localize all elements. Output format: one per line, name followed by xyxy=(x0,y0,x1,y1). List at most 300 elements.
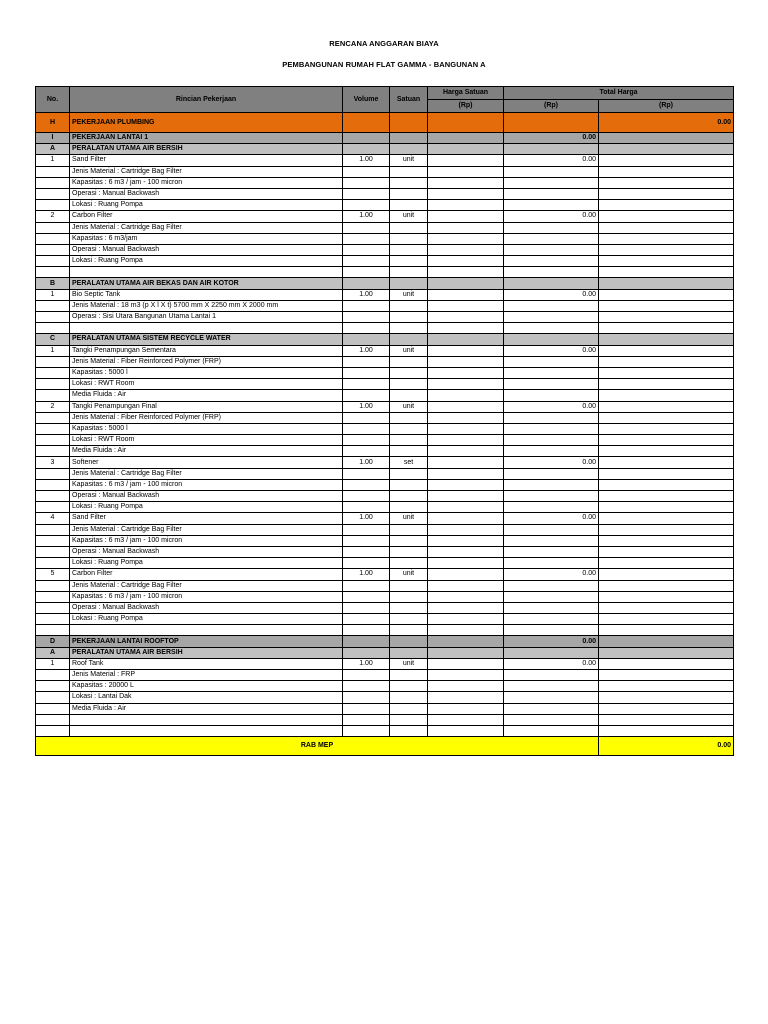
table-row xyxy=(36,323,734,334)
cell-no xyxy=(36,491,70,502)
cell-rincian: PEKERJAAN LANTAI 1 xyxy=(70,133,343,144)
table-row xyxy=(36,502,734,513)
cell-satuan xyxy=(390,367,428,378)
cell-no xyxy=(36,166,70,177)
cell-volume xyxy=(343,614,390,625)
cell-volume: 1.00 xyxy=(343,289,390,300)
cell-satuan: unit xyxy=(390,569,428,580)
cell-volume xyxy=(343,558,390,569)
cell-satuan xyxy=(390,636,428,647)
cell-no: 5 xyxy=(36,569,70,580)
cell-no xyxy=(36,535,70,546)
cell-total-harga xyxy=(504,558,599,569)
table-row xyxy=(36,222,734,233)
cell-no xyxy=(36,468,70,479)
cell-rincian: Softener xyxy=(70,457,343,468)
table-row xyxy=(36,479,734,490)
cell-total xyxy=(599,356,734,367)
budget-table xyxy=(35,86,734,756)
cell-satuan xyxy=(390,491,428,502)
cell-satuan xyxy=(390,133,428,144)
cell-rincian: Tangki Penampungan Sementara xyxy=(70,345,343,356)
cell-satuan: unit xyxy=(390,401,428,412)
cell-total-harga xyxy=(504,491,599,502)
cell-rincian: Media Fluida : Air xyxy=(70,703,343,714)
table-row xyxy=(36,177,734,188)
table-row xyxy=(36,390,734,401)
table-row xyxy=(36,166,734,177)
cell-volume xyxy=(343,502,390,513)
cell-total xyxy=(599,457,734,468)
cell-total-harga xyxy=(504,356,599,367)
header-no: No. xyxy=(36,87,70,113)
cell-harga-satuan xyxy=(428,614,504,625)
cell-satuan xyxy=(390,524,428,535)
cell-total xyxy=(599,558,734,569)
cell-no xyxy=(36,323,70,334)
cell-satuan xyxy=(390,558,428,569)
cell-rincian: Kapasitas : 6 m3 / jam - 100 micron xyxy=(70,535,343,546)
table-row xyxy=(36,200,734,211)
cell-rincian: Jenis Material : Cartridge Bag Filter xyxy=(70,468,343,479)
cell-total xyxy=(599,200,734,211)
cell-volume xyxy=(343,200,390,211)
table-row xyxy=(36,535,734,546)
cell-rincian: Kapasitas : 6 m3 / jam - 100 micron xyxy=(70,591,343,602)
cell-volume xyxy=(343,446,390,457)
cell-satuan xyxy=(390,390,428,401)
cell-volume xyxy=(343,479,390,490)
cell-total-harga xyxy=(504,614,599,625)
document-title: RENCANA ANGGARAN BIAYA xyxy=(329,39,439,48)
cell-total xyxy=(599,569,734,580)
cell-total-harga xyxy=(504,300,599,311)
cell-rincian: Bio Septic Tank xyxy=(70,289,343,300)
cell-no xyxy=(36,300,70,311)
cell-rincian: PERALATAN UTAMA AIR BERSIH xyxy=(70,647,343,658)
cell-total-harga xyxy=(504,233,599,244)
cell-total xyxy=(599,681,734,692)
table-row xyxy=(36,457,734,468)
cell-rincian: Jenis Material : Cartridge Bag Filter xyxy=(70,166,343,177)
cell-no xyxy=(36,591,70,602)
cell-no xyxy=(36,524,70,535)
cell-satuan xyxy=(390,379,428,390)
group-row xyxy=(36,334,734,345)
cell-volume: 1.00 xyxy=(343,401,390,412)
cell-total-harga xyxy=(504,591,599,602)
cell-volume: 1.00 xyxy=(343,513,390,524)
cell-rincian: Kapasitas : 6 m3 / jam - 100 micron xyxy=(70,479,343,490)
document-subtitle: PEMBANGUNAN RUMAH FLAT GAMMA - BANGUNAN A xyxy=(282,60,486,69)
cell-total xyxy=(599,390,734,401)
cell-harga-satuan xyxy=(428,133,504,144)
cell-harga-satuan xyxy=(428,367,504,378)
table-row xyxy=(36,188,734,199)
table-row xyxy=(36,312,734,323)
cell-total-harga: 0.00 xyxy=(504,211,599,222)
table-row xyxy=(36,692,734,703)
cell-no: D xyxy=(36,636,70,647)
cell-total xyxy=(599,345,734,356)
table-row xyxy=(36,546,734,557)
cell-rincian: Operasi : Sisi Utara Bangunan Utama Lantai 1 xyxy=(70,312,343,323)
cell-no: 2 xyxy=(36,211,70,222)
cell-rincian: Carbon Filter xyxy=(70,569,343,580)
cell-no xyxy=(36,423,70,434)
cell-rincian xyxy=(70,323,343,334)
cell-volume xyxy=(343,244,390,255)
cell-harga-satuan xyxy=(428,591,504,602)
cell-satuan xyxy=(390,625,428,636)
cell-volume xyxy=(343,602,390,613)
table-row xyxy=(36,513,734,524)
cell-volume xyxy=(343,300,390,311)
cell-total-harga xyxy=(504,334,599,345)
header-satuan: Satuan xyxy=(390,87,428,113)
total-value: 0.00 xyxy=(599,737,734,756)
cell-total xyxy=(599,278,734,289)
cell-harga-satuan xyxy=(428,513,504,524)
cell-satuan xyxy=(390,166,428,177)
cell-no xyxy=(36,233,70,244)
cell-no: A xyxy=(36,144,70,155)
table-row xyxy=(36,703,734,714)
cell-total xyxy=(599,524,734,535)
cell-total xyxy=(599,267,734,278)
cell-satuan xyxy=(390,356,428,367)
cell-volume: 1.00 xyxy=(343,345,390,356)
cell-total-harga xyxy=(504,468,599,479)
cell-total-harga xyxy=(504,256,599,267)
cell-satuan: unit xyxy=(390,211,428,222)
cell-total xyxy=(599,535,734,546)
cell-total xyxy=(599,714,734,725)
cell-volume xyxy=(343,256,390,267)
cell-total-harga xyxy=(504,535,599,546)
cell-satuan xyxy=(390,267,428,278)
cell-harga-satuan xyxy=(428,222,504,233)
cell-harga-satuan xyxy=(428,658,504,669)
cell-volume xyxy=(343,703,390,714)
table-header-row xyxy=(36,87,734,100)
cell-no: 1 xyxy=(36,658,70,669)
header-rp: (Rp) xyxy=(599,100,734,113)
cell-volume xyxy=(343,524,390,535)
cell-volume xyxy=(343,379,390,390)
cell-harga-satuan xyxy=(428,468,504,479)
cell-harga-satuan xyxy=(428,692,504,703)
table-row xyxy=(36,670,734,681)
section-total: 0.00 xyxy=(599,113,734,133)
cell-no xyxy=(36,502,70,513)
cell-harga-satuan xyxy=(428,379,504,390)
cell-no xyxy=(36,580,70,591)
cell-satuan xyxy=(390,412,428,423)
cell-rincian: Sand Filter xyxy=(70,155,343,166)
cell-total xyxy=(599,323,734,334)
table-row xyxy=(36,558,734,569)
cell-no xyxy=(36,312,70,323)
cell-rincian: Lokasi : Ruang Pompa xyxy=(70,558,343,569)
cell-total-harga xyxy=(504,670,599,681)
cell-volume: 1.00 xyxy=(343,658,390,669)
cell-rincian: Lokasi : Ruang Pompa xyxy=(70,614,343,625)
cell-total-harga xyxy=(504,222,599,233)
cell-rincian: Kapasitas : 5000 l xyxy=(70,367,343,378)
cell-no: 1 xyxy=(36,345,70,356)
cell-rincian: Operasi : Manual Backwash xyxy=(70,491,343,502)
cell-total xyxy=(599,513,734,524)
cell-volume xyxy=(343,323,390,334)
cell-satuan xyxy=(390,423,428,434)
cell-harga-satuan xyxy=(428,188,504,199)
cell-total xyxy=(599,166,734,177)
cell-no: 3 xyxy=(36,457,70,468)
cell-satuan xyxy=(390,312,428,323)
cell-rincian: Lokasi : RWT Room xyxy=(70,435,343,446)
cell-total-harga xyxy=(504,367,599,378)
cell-volume xyxy=(343,166,390,177)
cell-total-harga xyxy=(504,267,599,278)
cell-no xyxy=(36,435,70,446)
cell-volume xyxy=(343,681,390,692)
cell-total xyxy=(599,423,734,434)
cell-total-harga xyxy=(504,714,599,725)
cell-total xyxy=(599,312,734,323)
cell-harga-satuan xyxy=(428,558,504,569)
cell-harga-satuan xyxy=(428,200,504,211)
cell-no xyxy=(36,367,70,378)
cell-volume xyxy=(343,491,390,502)
cell-harga-satuan xyxy=(428,535,504,546)
cell-total xyxy=(599,256,734,267)
cell-satuan: unit xyxy=(390,155,428,166)
cell-harga-satuan xyxy=(428,423,504,434)
cell-total-harga: 0.00 xyxy=(504,636,599,647)
cell-rincian: Lokasi : Ruang Pompa xyxy=(70,256,343,267)
cell-total-harga: 0.00 xyxy=(504,401,599,412)
cell-harga-satuan xyxy=(428,390,504,401)
cell-satuan xyxy=(390,580,428,591)
table-row xyxy=(36,356,734,367)
cell-total xyxy=(599,144,734,155)
cell-total-harga xyxy=(504,166,599,177)
cell-satuan xyxy=(390,300,428,311)
section-label: PEKERJAAN PLUMBING xyxy=(70,113,343,133)
cell-harga-satuan xyxy=(428,166,504,177)
table-row xyxy=(36,267,734,278)
cell-harga-satuan xyxy=(428,625,504,636)
cell-harga-satuan xyxy=(428,546,504,557)
cell-volume xyxy=(343,636,390,647)
header-volume: Volume xyxy=(343,87,390,113)
cell-volume xyxy=(343,714,390,725)
cell-total xyxy=(599,379,734,390)
cell-no: 4 xyxy=(36,513,70,524)
cell-satuan xyxy=(390,222,428,233)
table-row xyxy=(36,379,734,390)
cell-total-harga xyxy=(504,379,599,390)
cell-harga-satuan xyxy=(428,580,504,591)
cell-satuan xyxy=(390,681,428,692)
cell-volume xyxy=(343,356,390,367)
cell-volume: 1.00 xyxy=(343,569,390,580)
cell-harga-satuan xyxy=(428,177,504,188)
cell-total xyxy=(599,435,734,446)
subsection-row xyxy=(36,636,734,647)
cell-harga-satuan xyxy=(428,412,504,423)
cell-volume xyxy=(343,144,390,155)
cell-no xyxy=(36,703,70,714)
cell-rincian: Kapasitas : 20000 L xyxy=(70,681,343,692)
cell-total-harga: 0.00 xyxy=(504,345,599,356)
cell-volume xyxy=(343,692,390,703)
cell-no xyxy=(36,692,70,703)
table-row xyxy=(36,256,734,267)
cell-volume xyxy=(343,278,390,289)
cell-no: A xyxy=(36,647,70,658)
cell-satuan xyxy=(390,602,428,613)
cell-total-harga xyxy=(504,725,599,736)
cell-rincian: Operasi : Manual Backwash xyxy=(70,602,343,613)
cell-total-harga xyxy=(504,446,599,457)
cell-volume xyxy=(343,580,390,591)
cell-total-harga xyxy=(504,323,599,334)
cell-no xyxy=(36,670,70,681)
cell-no: I xyxy=(36,133,70,144)
cell-total-harga xyxy=(504,423,599,434)
cell-harga-satuan xyxy=(428,233,504,244)
table-row xyxy=(36,435,734,446)
cell-satuan xyxy=(390,144,428,155)
cell-harga-satuan xyxy=(428,356,504,367)
header-rp: (Rp) xyxy=(504,100,599,113)
cell-harga-satuan xyxy=(428,155,504,166)
cell-satuan xyxy=(390,200,428,211)
cell-satuan xyxy=(390,647,428,658)
cell-no xyxy=(36,244,70,255)
cell-satuan xyxy=(390,502,428,513)
cell-satuan xyxy=(390,535,428,546)
cell-no xyxy=(36,725,70,736)
table-row xyxy=(36,401,734,412)
cell-volume: 1.00 xyxy=(343,211,390,222)
cell-total xyxy=(599,602,734,613)
cell-harga-satuan xyxy=(428,602,504,613)
cell-satuan xyxy=(390,725,428,736)
cell-total xyxy=(599,446,734,457)
cell-total-harga xyxy=(504,244,599,255)
cell-volume xyxy=(343,133,390,144)
table-row xyxy=(36,412,734,423)
cell-harga-satuan xyxy=(428,446,504,457)
cell-total xyxy=(599,703,734,714)
cell-total-harga xyxy=(504,278,599,289)
cell-no xyxy=(36,625,70,636)
cell-harga-satuan xyxy=(428,256,504,267)
cell-rincian: Jenis Material : Fiber Reinforced Polymer (FRP) xyxy=(70,412,343,423)
cell-volume: 1.00 xyxy=(343,155,390,166)
cell-total xyxy=(599,647,734,658)
cell-no xyxy=(36,379,70,390)
cell-harga-satuan xyxy=(428,267,504,278)
cell-satuan xyxy=(390,233,428,244)
cell-volume xyxy=(343,468,390,479)
cell-rincian: Lokasi : Lantai Dak xyxy=(70,692,343,703)
cell-satuan xyxy=(390,256,428,267)
cell-volume xyxy=(343,546,390,557)
cell-total xyxy=(599,233,734,244)
cell-satuan xyxy=(390,323,428,334)
cell-rincian: PERALATAN UTAMA SISTEM RECYCLE WATER xyxy=(70,334,343,345)
cell-no xyxy=(36,222,70,233)
header-harga-satuan: Harga Satuan xyxy=(428,87,504,100)
cell-total xyxy=(599,222,734,233)
cell-no xyxy=(36,256,70,267)
cell-rincian: Kapasitas : 6 m3 / jam - 100 micron xyxy=(70,177,343,188)
cell-total xyxy=(599,502,734,513)
cell-total-harga xyxy=(504,312,599,323)
cell-satuan xyxy=(390,278,428,289)
header-rincian: Rincian Pekerjaan xyxy=(70,87,343,113)
cell-satuan xyxy=(390,591,428,602)
cell-total-harga xyxy=(504,546,599,557)
cell-rincian: Operasi : Manual Backwash xyxy=(70,244,343,255)
cell-no: B xyxy=(36,278,70,289)
cell-total-harga xyxy=(504,580,599,591)
cell-harga-satuan xyxy=(428,401,504,412)
cell-satuan: unit xyxy=(390,345,428,356)
cell-total xyxy=(599,334,734,345)
total-row xyxy=(36,737,734,756)
cell-harga-satuan xyxy=(428,300,504,311)
cell-no xyxy=(36,200,70,211)
cell-rincian: Jenis Material : 18 m3 (p X l X t) 5700 mm X 2250 mm X 2000 mm xyxy=(70,300,343,311)
cell-satuan: set xyxy=(390,457,428,468)
cell-no xyxy=(36,479,70,490)
table-row xyxy=(36,367,734,378)
cell-total xyxy=(599,636,734,647)
cell-satuan xyxy=(390,614,428,625)
cell-harga-satuan xyxy=(428,647,504,658)
cell-volume xyxy=(343,367,390,378)
cell-volume xyxy=(343,670,390,681)
cell-satuan xyxy=(390,670,428,681)
cell-rincian xyxy=(70,714,343,725)
cell-total xyxy=(599,658,734,669)
cell-total-harga xyxy=(504,602,599,613)
table-row xyxy=(36,602,734,613)
cell-total-harga xyxy=(504,412,599,423)
cell-volume xyxy=(343,188,390,199)
cell-volume xyxy=(343,222,390,233)
cell-volume xyxy=(343,647,390,658)
cell-harga-satuan xyxy=(428,636,504,647)
cell-volume xyxy=(343,267,390,278)
cell-harga-satuan xyxy=(428,502,504,513)
cell-total xyxy=(599,614,734,625)
cell-total xyxy=(599,591,734,602)
table-row xyxy=(36,491,734,502)
cell-rincian: Jenis Material : Fiber Reinforced Polymer (FRP) xyxy=(70,356,343,367)
cell-rincian: Lokasi : Ruang Pompa xyxy=(70,200,343,211)
cell-total-harga xyxy=(504,435,599,446)
group-row xyxy=(36,278,734,289)
cell-no xyxy=(36,714,70,725)
cell-satuan xyxy=(390,244,428,255)
cell-satuan xyxy=(390,446,428,457)
